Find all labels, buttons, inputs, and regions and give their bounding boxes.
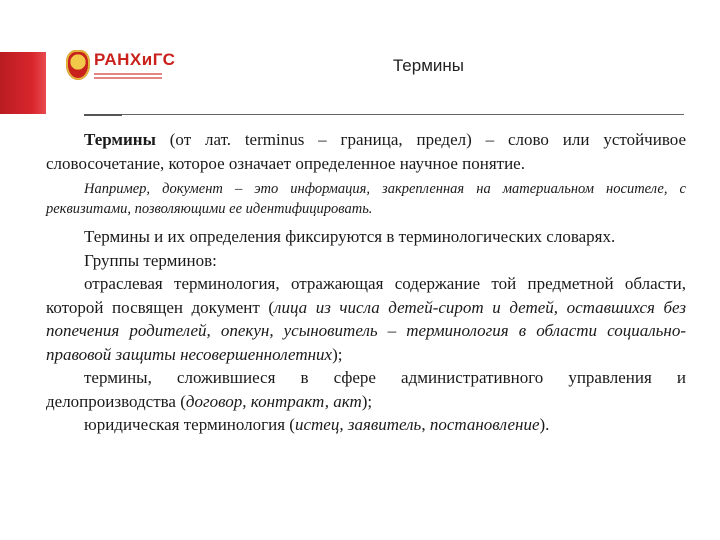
groups-heading: Группы терминов: (84, 250, 217, 270)
definition-term: Термины (84, 130, 156, 149)
definition-paragraph (46, 128, 686, 175)
example-paragraph: Например, документ – это информация, закрепленная на материальном носителе, с реквизитами, позволяющими ее идентифицировать. (46, 181, 686, 217)
logo-text: РАНХиГС (94, 50, 176, 69)
page-title-wrap (0, 56, 720, 76)
page-title: Термины (392, 56, 464, 75)
definition-text: (от лат. terminus – граница, предел) – слово или устойчивое словосочетание, которое означает определенное научное понятие. (46, 130, 686, 173)
slide-content (46, 128, 686, 437)
header-rule-accent (84, 114, 122, 116)
group-item-legal: юридическая терминология (истец, заявитель, постановление). (84, 415, 550, 434)
header-rule (122, 114, 684, 115)
group-item-industry: отраслевая терминология, отражающая содержание той предметной области, которой посвящен документ (лица из числа детей-сирот и детей, оставшихся без попечения родителей, опекун, усыновитель – терминология в области социально-правовой защиты несовершеннолетних); (46, 274, 686, 364)
group-item-admin: термины, сложившиеся в сфере административного управления и делопроизводства (договор, контракт, акт); (46, 368, 686, 411)
dictionary-paragraph: Термины и их определения фиксируются в терминологических словарях. (84, 227, 616, 246)
